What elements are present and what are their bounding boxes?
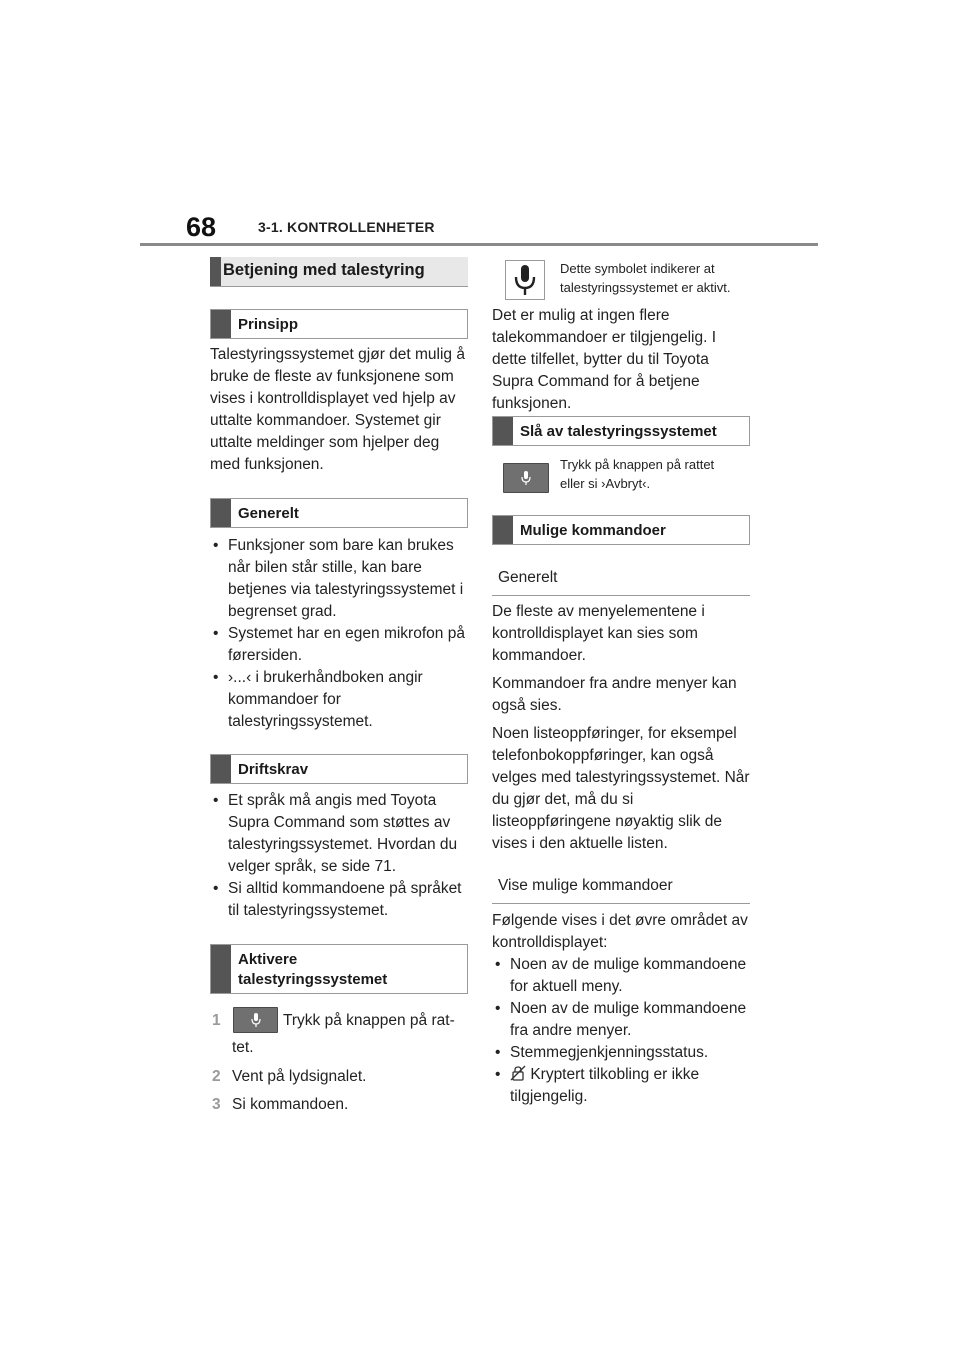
step-1 bbox=[210, 1010, 468, 1056]
encrypted-note: Kryptert tilkobling er ikke tilgjengelig. bbox=[510, 1066, 700, 1105]
generelt-list bbox=[210, 535, 468, 733]
heading-prinsipp bbox=[210, 309, 468, 339]
no-more-commands-block bbox=[492, 305, 750, 421]
prinsipp-paragraph: Talestyringssystemet gjør det mulig å bruke de fleste av funksjonene som vises i kontrolldisplayet ved hjelp av uttalte kommandoer. Systemet gir uttalte meldinger som hjelper deg med funksjonen. bbox=[210, 346, 465, 473]
list-item-encrypted bbox=[492, 1064, 750, 1108]
symbol-note bbox=[560, 259, 760, 297]
heading-aktivere-line1: Aktivere bbox=[238, 951, 298, 968]
lock-crossed-icon bbox=[510, 1065, 526, 1081]
heading-aktivere-label bbox=[238, 950, 387, 990]
list-item: • Si alltid kommandoene på språket til talestyringssystemet. bbox=[210, 878, 468, 922]
step-1-text-b: tet. bbox=[232, 1039, 254, 1056]
symbol-note-line1: Dette symbolet indikerer at bbox=[560, 261, 715, 276]
sla-av-line2: eller si ›Avbryt‹. bbox=[560, 476, 651, 491]
heading-mulige-label: Mulige kommandoer bbox=[520, 522, 666, 539]
list-item: • Systemet har en egen mikrofon på førersiden. bbox=[210, 623, 468, 667]
list-item: • Et språk må angis med Toyota Supra Command som støttes av talestyringssystemet. Hvordan du velger språk, se side 71. bbox=[210, 790, 468, 878]
heading-generelt bbox=[210, 498, 468, 528]
heading-driftskrav bbox=[210, 754, 468, 784]
step-2-text: Vent på lydsignalet. bbox=[232, 1068, 367, 1085]
aktivere-steps bbox=[210, 1010, 468, 1122]
list-item: • Noen av de mulige kommandoene for aktuell meny. bbox=[492, 954, 750, 998]
driftskrav-list-block bbox=[210, 790, 468, 922]
microphone-icon bbox=[521, 471, 531, 485]
symbol-note-line2: talestyringssystemet er aktivt. bbox=[560, 280, 731, 295]
mulige-text-block bbox=[492, 601, 750, 861]
steering-voice-button[interactable] bbox=[233, 1007, 278, 1033]
vise-intro: Følgende vises i det øvre området av kontrolldisplayet: bbox=[492, 912, 748, 951]
heading-prinsipp-label: Prinsipp bbox=[238, 316, 299, 333]
prinsipp-text-block bbox=[210, 344, 468, 482]
subheading-generelt bbox=[492, 565, 750, 596]
chapter-title: 3-1. KONTROLLENHETER bbox=[258, 219, 435, 235]
sla-av-line1: Trykk på knappen på rattet bbox=[560, 457, 715, 472]
list-item: • ›...‹ i brukerhåndboken angir kommandoer for talestyringssystemet. bbox=[210, 667, 468, 733]
step-number: 3 bbox=[212, 1096, 221, 1113]
step-1-text-a: Trykk på knappen på rat- bbox=[283, 1012, 455, 1029]
no-more-commands-paragraph: Det er mulig at ingen flere talekommandoer er tilgjengelig. I dette tilfellet, bytter du til Toyota Supra Command for å betjene funksjonen. bbox=[492, 307, 717, 412]
header-rule bbox=[140, 243, 818, 246]
subheading-vise-label: Vise mulige kommandoer bbox=[498, 877, 673, 894]
heading-driftskrav-label: Driftskrav bbox=[238, 761, 309, 778]
step-number: 1 bbox=[212, 1012, 221, 1029]
heading-aktivere bbox=[210, 944, 468, 994]
mulige-paragraph: De fleste av menyelementene i kontrolldisplayet kan sies som kommandoer. bbox=[492, 603, 705, 664]
mulige-paragraph: Kommandoer fra andre menyer kan også sies. bbox=[492, 675, 737, 714]
driftskrav-list bbox=[210, 790, 468, 922]
mulige-paragraph: Noen listeoppføringer, for eksempel telefonbokoppføringer, kan også velges med talestyringssystemet. Når du gjør det, må du si listeoppføringene nøyaktig slik de vises i den aktuelle listen. bbox=[492, 725, 750, 852]
heading-sla-av-label: Slå av talestyringssystemet bbox=[520, 423, 717, 440]
vise-list bbox=[492, 954, 750, 1108]
step-2 bbox=[210, 1066, 468, 1094]
steering-voice-button[interactable] bbox=[503, 463, 549, 493]
subheading-generelt-label: Generelt bbox=[498, 569, 558, 586]
step-3-text: Si kommandoen. bbox=[232, 1096, 349, 1113]
heading-generelt-label: Generelt bbox=[238, 505, 299, 522]
step-3 bbox=[210, 1094, 468, 1122]
step-number: 2 bbox=[212, 1068, 221, 1085]
section-title: Betjening med talestyring bbox=[223, 261, 425, 279]
microphone-icon bbox=[514, 265, 536, 295]
heading-aktivere-line2: talestyringssystemet bbox=[238, 971, 388, 988]
generelt-list-block bbox=[210, 535, 468, 733]
microphone-icon bbox=[251, 1013, 261, 1027]
vise-block bbox=[492, 910, 750, 1108]
section-title-bar bbox=[210, 257, 468, 287]
page-number: 68 bbox=[186, 212, 217, 242]
list-item: • Stemmegjenkjenningsstatus. bbox=[492, 1042, 750, 1064]
heading-sla-av bbox=[492, 416, 750, 446]
voice-active-symbol bbox=[505, 260, 545, 300]
subheading-vise bbox=[492, 873, 750, 904]
sla-av-text bbox=[560, 455, 760, 493]
heading-mulige bbox=[492, 515, 750, 545]
list-item: • Noen av de mulige kommandoene fra andre menyer. bbox=[492, 998, 750, 1042]
list-item: • Funksjoner som bare kan brukes når bilen står stille, kan bare betjenes via talestyringssystemet i begrenset grad. bbox=[210, 535, 468, 623]
